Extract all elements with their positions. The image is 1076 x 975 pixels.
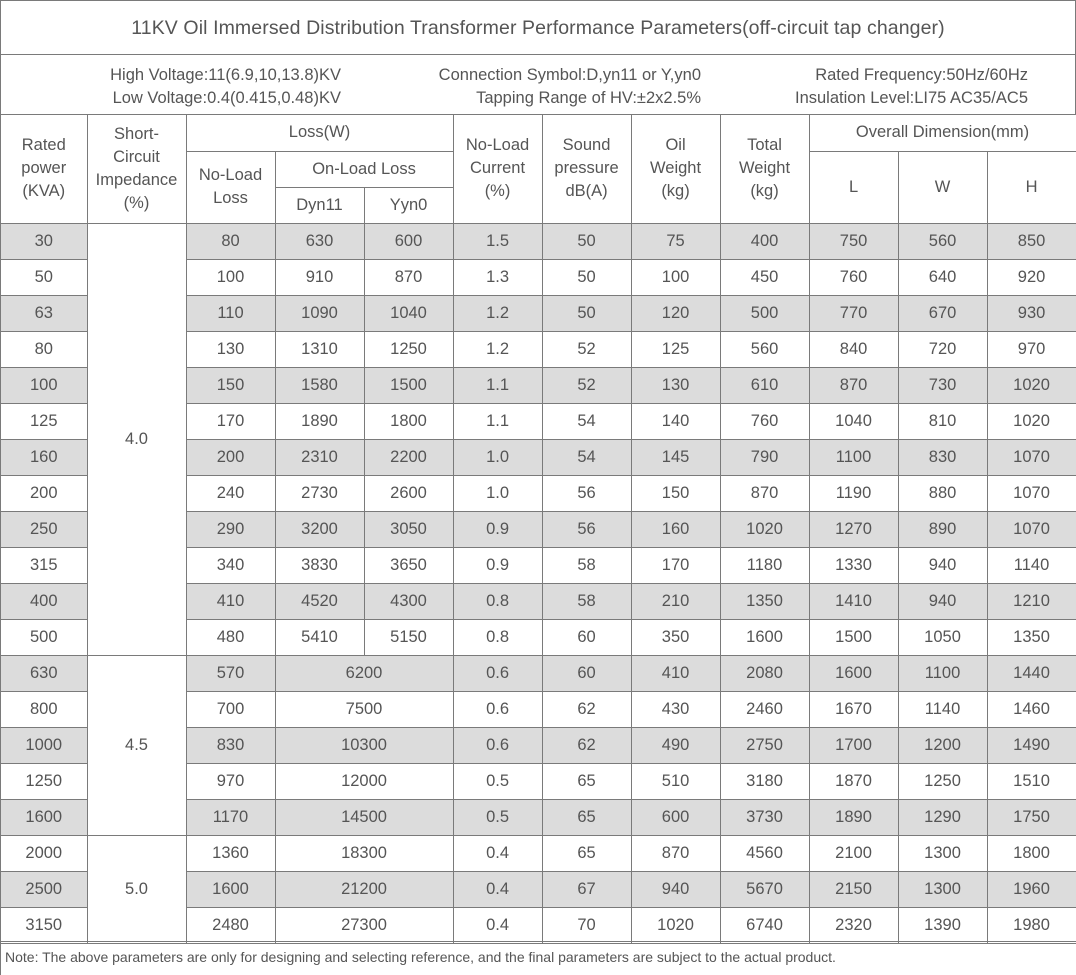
cell-dim-w: 1140 — [898, 691, 987, 727]
cell-dim-w: 810 — [898, 403, 987, 439]
cell-dim-h: 1460 — [987, 691, 1076, 727]
cell-oil-weight: 125 — [631, 331, 720, 367]
cell-dyn11: 2730 — [275, 475, 364, 511]
cell-yyn0: 1500 — [364, 367, 453, 403]
header-overall-dimension: Overall Dimension(mm) — [809, 115, 1076, 151]
cell-yyn0: 600 — [364, 223, 453, 259]
cell-rated-power: 400 — [1, 583, 87, 619]
cell-dim-h: 1020 — [987, 403, 1076, 439]
cell-oil-weight: 410 — [631, 655, 720, 691]
table-row — [1, 223, 1076, 259]
cell-rated-power: 3150 — [1, 907, 87, 943]
cell-total-weight: 1350 — [720, 583, 809, 619]
cell-total-weight: 6740 — [720, 907, 809, 943]
cell-dyn11: 3200 — [275, 511, 364, 547]
cell-yyn0: 2600 — [364, 475, 453, 511]
cell-sound-pressure: 65 — [542, 763, 631, 799]
cell-no-load-loss: 150 — [186, 367, 275, 403]
cell-oil-weight: 600 — [631, 799, 720, 835]
cell-on-load-loss: 6200 — [275, 655, 453, 691]
cell-sound-pressure: 50 — [542, 295, 631, 331]
cell-no-load-current: 0.6 — [453, 727, 542, 763]
cell-oil-weight: 160 — [631, 511, 720, 547]
cell-oil-weight: 350 — [631, 619, 720, 655]
cell-rated-power: 500 — [1, 619, 87, 655]
cell-no-load-current: 1.0 — [453, 475, 542, 511]
cell-dim-l: 1410 — [809, 583, 898, 619]
cell-dyn11: 1890 — [275, 403, 364, 439]
connection-symbol: Connection Symbol:D,yn11 or Y,yn0 — [438, 66, 701, 84]
cell-sound-pressure: 50 — [542, 259, 631, 295]
cell-dim-h: 930 — [987, 295, 1076, 331]
cell-oil-weight: 870 — [631, 835, 720, 871]
cell-no-load-loss: 200 — [186, 439, 275, 475]
header-no-load-current: No-Load Current (%) — [453, 115, 542, 223]
frequency-info — [721, 64, 1028, 110]
cell-no-load-loss: 1600 — [186, 871, 275, 907]
cell-dim-w: 1290 — [898, 799, 987, 835]
cell-yyn0: 1250 — [364, 331, 453, 367]
cell-no-load-loss: 700 — [186, 691, 275, 727]
cell-dim-w: 1200 — [898, 727, 987, 763]
cell-no-load-loss: 110 — [186, 295, 275, 331]
cell-no-load-loss: 340 — [186, 547, 275, 583]
cell-no-load-current: 0.4 — [453, 871, 542, 907]
page-title: 11KV Oil Immersed Distribution Transformer Performance Parameters(off-circuit tap changer) — [1, 1, 1076, 55]
parameters-table — [1, 115, 1076, 944]
cell-total-weight: 2080 — [720, 655, 809, 691]
cell-dim-w: 640 — [898, 259, 987, 295]
cell-yyn0: 4300 — [364, 583, 453, 619]
cell-rated-power: 200 — [1, 475, 87, 511]
cell-dim-h: 920 — [987, 259, 1076, 295]
cell-dyn11: 2310 — [275, 439, 364, 475]
cell-oil-weight: 120 — [631, 295, 720, 331]
connection-info — [371, 64, 701, 110]
cell-dim-w: 1100 — [898, 655, 987, 691]
cell-sound-pressure: 58 — [542, 583, 631, 619]
header-loss: Loss(W) — [186, 115, 453, 151]
cell-impedance: 4.0 — [87, 223, 186, 655]
insulation-level: Insulation Level:LI75 AC35/AC5 — [795, 89, 1028, 107]
cell-sound-pressure: 58 — [542, 547, 631, 583]
cell-dim-h: 1210 — [987, 583, 1076, 619]
cell-dim-l: 1270 — [809, 511, 898, 547]
cell-rated-power: 1250 — [1, 763, 87, 799]
cell-total-weight: 4560 — [720, 835, 809, 871]
cell-rated-power: 1600 — [1, 799, 87, 835]
header-on-load-loss: On-Load Loss — [275, 151, 453, 187]
cell-rated-power: 2500 — [1, 871, 87, 907]
cell-dim-w: 880 — [898, 475, 987, 511]
cell-total-weight: 870 — [720, 475, 809, 511]
cell-total-weight: 3180 — [720, 763, 809, 799]
cell-sound-pressure: 60 — [542, 619, 631, 655]
cell-oil-weight: 430 — [631, 691, 720, 727]
cell-no-load-current: 0.8 — [453, 583, 542, 619]
cell-dim-w: 940 — [898, 547, 987, 583]
cell-dim-w: 1300 — [898, 871, 987, 907]
cell-dyn11: 4520 — [275, 583, 364, 619]
header-oil-weight: Oil Weight (kg) — [631, 115, 720, 223]
cell-rated-power: 1000 — [1, 727, 87, 763]
cell-total-weight: 450 — [720, 259, 809, 295]
cell-rated-power: 2000 — [1, 835, 87, 871]
cell-no-load-loss: 2480 — [186, 907, 275, 943]
cell-dyn11: 910 — [275, 259, 364, 295]
cell-no-load-loss: 570 — [186, 655, 275, 691]
cell-oil-weight: 490 — [631, 727, 720, 763]
cell-dim-h: 1350 — [987, 619, 1076, 655]
cell-sound-pressure: 54 — [542, 439, 631, 475]
cell-dim-h: 1070 — [987, 475, 1076, 511]
cell-dim-w: 1050 — [898, 619, 987, 655]
rated-frequency: Rated Frequency:50Hz/60Hz — [815, 66, 1028, 84]
cell-dim-h: 970 — [987, 331, 1076, 367]
cell-no-load-current: 0.5 — [453, 763, 542, 799]
cell-dim-w: 830 — [898, 439, 987, 475]
table-bottom-border — [1, 941, 1076, 942]
cell-no-load-current: 0.9 — [453, 511, 542, 547]
cell-yyn0: 870 — [364, 259, 453, 295]
cell-no-load-loss: 240 — [186, 475, 275, 511]
cell-dim-h: 1490 — [987, 727, 1076, 763]
cell-dim-l: 1700 — [809, 727, 898, 763]
cell-no-load-current: 1.1 — [453, 367, 542, 403]
cell-total-weight: 2460 — [720, 691, 809, 727]
cell-rated-power: 315 — [1, 547, 87, 583]
cell-dim-w: 1250 — [898, 763, 987, 799]
cell-no-load-loss: 970 — [186, 763, 275, 799]
cell-sound-pressure: 65 — [542, 799, 631, 835]
cell-oil-weight: 140 — [631, 403, 720, 439]
cell-dim-l: 1040 — [809, 403, 898, 439]
cell-rated-power: 160 — [1, 439, 87, 475]
cell-dim-h: 850 — [987, 223, 1076, 259]
cell-dim-l: 2150 — [809, 871, 898, 907]
cell-oil-weight: 75 — [631, 223, 720, 259]
cell-on-load-loss: 27300 — [275, 907, 453, 943]
cell-sound-pressure: 52 — [542, 331, 631, 367]
cell-dim-h: 1020 — [987, 367, 1076, 403]
cell-dim-l: 1100 — [809, 439, 898, 475]
low-voltage: Low Voltage:0.4(0.415,0.48)KV — [112, 89, 341, 107]
cell-dim-l: 1190 — [809, 475, 898, 511]
cell-sound-pressure: 60 — [542, 655, 631, 691]
cell-no-load-current: 0.4 — [453, 835, 542, 871]
cell-dim-l: 870 — [809, 367, 898, 403]
cell-no-load-loss: 830 — [186, 727, 275, 763]
footnote: Note: The above parameters are only for designing and selecting reference, and the final parameters are subject to the actual product. — [5, 949, 836, 965]
cell-no-load-current: 0.9 — [453, 547, 542, 583]
cell-dim-w: 940 — [898, 583, 987, 619]
header-dim-h: H — [987, 151, 1076, 223]
cell-dim-l: 1670 — [809, 691, 898, 727]
cell-yyn0: 2200 — [364, 439, 453, 475]
cell-yyn0: 1040 — [364, 295, 453, 331]
cell-rated-power: 125 — [1, 403, 87, 439]
cell-no-load-loss: 290 — [186, 511, 275, 547]
cell-no-load-current: 1.3 — [453, 259, 542, 295]
table-row — [1, 655, 1076, 691]
cell-no-load-current: 1.2 — [453, 295, 542, 331]
cell-oil-weight: 100 — [631, 259, 720, 295]
cell-dim-h: 1070 — [987, 511, 1076, 547]
cell-dim-h: 1510 — [987, 763, 1076, 799]
cell-sound-pressure: 50 — [542, 223, 631, 259]
cell-rated-power: 30 — [1, 223, 87, 259]
cell-dim-h: 1440 — [987, 655, 1076, 691]
cell-dim-w: 1390 — [898, 907, 987, 943]
cell-dyn11: 1310 — [275, 331, 364, 367]
cell-on-load-loss: 10300 — [275, 727, 453, 763]
cell-yyn0: 5150 — [364, 619, 453, 655]
cell-total-weight: 1020 — [720, 511, 809, 547]
cell-oil-weight: 150 — [631, 475, 720, 511]
cell-dim-l: 1600 — [809, 655, 898, 691]
cell-sound-pressure: 54 — [542, 403, 631, 439]
cell-on-load-loss: 18300 — [275, 835, 453, 871]
header-total-weight: Total Weight (kg) — [720, 115, 809, 223]
cell-sound-pressure: 70 — [542, 907, 631, 943]
cell-no-load-loss: 130 — [186, 331, 275, 367]
cell-no-load-current: 0.4 — [453, 907, 542, 943]
cell-dim-h: 1070 — [987, 439, 1076, 475]
cell-sound-pressure: 67 — [542, 871, 631, 907]
cell-dim-h: 1980 — [987, 907, 1076, 943]
cell-oil-weight: 1020 — [631, 907, 720, 943]
cell-on-load-loss: 14500 — [275, 799, 453, 835]
high-voltage: High Voltage:11(6.9,10,13.8)KV — [110, 66, 341, 84]
cell-on-load-loss: 12000 — [275, 763, 453, 799]
cell-dim-l: 1890 — [809, 799, 898, 835]
cell-total-weight: 500 — [720, 295, 809, 331]
cell-dim-w: 1300 — [898, 835, 987, 871]
cell-total-weight: 560 — [720, 331, 809, 367]
cell-dim-w: 670 — [898, 295, 987, 331]
cell-yyn0: 3650 — [364, 547, 453, 583]
cell-oil-weight: 170 — [631, 547, 720, 583]
cell-dim-l: 750 — [809, 223, 898, 259]
cell-oil-weight: 145 — [631, 439, 720, 475]
info-bar — [1, 55, 1076, 115]
cell-yyn0: 3050 — [364, 511, 453, 547]
cell-total-weight: 1180 — [720, 547, 809, 583]
cell-rated-power: 50 — [1, 259, 87, 295]
cell-dim-h: 1800 — [987, 835, 1076, 871]
cell-rated-power: 80 — [1, 331, 87, 367]
header-yyn0: Yyn0 — [364, 187, 453, 223]
cell-dyn11: 3830 — [275, 547, 364, 583]
header-sound-pressure: Sound pressure dB(A) — [542, 115, 631, 223]
cell-dim-w: 720 — [898, 331, 987, 367]
cell-no-load-loss: 170 — [186, 403, 275, 439]
cell-dim-w: 890 — [898, 511, 987, 547]
cell-oil-weight: 940 — [631, 871, 720, 907]
header-dyn11: Dyn11 — [275, 187, 364, 223]
cell-total-weight: 400 — [720, 223, 809, 259]
cell-total-weight: 610 — [720, 367, 809, 403]
cell-on-load-loss: 21200 — [275, 871, 453, 907]
tapping-range: Tapping Range of HV:±2x2.5% — [476, 89, 701, 107]
cell-rated-power: 63 — [1, 295, 87, 331]
cell-sound-pressure: 56 — [542, 511, 631, 547]
cell-rated-power: 250 — [1, 511, 87, 547]
header-dim-w: W — [898, 151, 987, 223]
cell-dim-l: 840 — [809, 331, 898, 367]
cell-sound-pressure: 65 — [542, 835, 631, 871]
cell-dim-l: 760 — [809, 259, 898, 295]
cell-on-load-loss: 7500 — [275, 691, 453, 727]
cell-impedance: 5.0 — [87, 835, 186, 943]
cell-dim-l: 1330 — [809, 547, 898, 583]
header-impedance: Short- Circuit Impedance (%) — [87, 115, 186, 223]
cell-sound-pressure: 62 — [542, 691, 631, 727]
cell-total-weight: 760 — [720, 403, 809, 439]
cell-rated-power: 800 — [1, 691, 87, 727]
cell-dim-l: 770 — [809, 295, 898, 331]
cell-dyn11: 1580 — [275, 367, 364, 403]
cell-dim-l: 1500 — [809, 619, 898, 655]
cell-total-weight: 2750 — [720, 727, 809, 763]
cell-no-load-loss: 480 — [186, 619, 275, 655]
cell-no-load-current: 0.6 — [453, 655, 542, 691]
cell-dyn11: 630 — [275, 223, 364, 259]
cell-total-weight: 790 — [720, 439, 809, 475]
cell-no-load-current: 0.8 — [453, 619, 542, 655]
cell-no-load-loss: 1360 — [186, 835, 275, 871]
table-row — [1, 835, 1076, 871]
cell-sound-pressure: 62 — [542, 727, 631, 763]
cell-dim-l: 2100 — [809, 835, 898, 871]
cell-rated-power: 630 — [1, 655, 87, 691]
cell-no-load-current: 1.5 — [453, 223, 542, 259]
cell-sound-pressure: 56 — [542, 475, 631, 511]
cell-no-load-current: 1.0 — [453, 439, 542, 475]
cell-dyn11: 5410 — [275, 619, 364, 655]
cell-dim-w: 560 — [898, 223, 987, 259]
header-rated-power: Rated power (KVA) — [1, 115, 87, 223]
cell-no-load-loss: 410 — [186, 583, 275, 619]
cell-oil-weight: 510 — [631, 763, 720, 799]
cell-rated-power: 100 — [1, 367, 87, 403]
cell-impedance: 4.5 — [87, 655, 186, 835]
header-no-load-loss: No-Load Loss — [186, 151, 275, 223]
cell-oil-weight: 130 — [631, 367, 720, 403]
cell-sound-pressure: 52 — [542, 367, 631, 403]
cell-no-load-loss: 100 — [186, 259, 275, 295]
cell-no-load-current: 0.6 — [453, 691, 542, 727]
cell-no-load-current: 1.2 — [453, 331, 542, 367]
cell-yyn0: 1800 — [364, 403, 453, 439]
cell-dim-l: 1870 — [809, 763, 898, 799]
cell-dim-w: 730 — [898, 367, 987, 403]
header-dim-l: L — [809, 151, 898, 223]
cell-total-weight: 5670 — [720, 871, 809, 907]
cell-no-load-current: 0.5 — [453, 799, 542, 835]
cell-dyn11: 1090 — [275, 295, 364, 331]
cell-dim-h: 1140 — [987, 547, 1076, 583]
cell-no-load-loss: 1170 — [186, 799, 275, 835]
voltage-info — [41, 64, 341, 110]
cell-oil-weight: 210 — [631, 583, 720, 619]
cell-total-weight: 3730 — [720, 799, 809, 835]
cell-total-weight: 1600 — [720, 619, 809, 655]
cell-no-load-loss: 80 — [186, 223, 275, 259]
cell-dim-l: 2320 — [809, 907, 898, 943]
cell-dim-h: 1750 — [987, 799, 1076, 835]
cell-no-load-current: 1.1 — [453, 403, 542, 439]
cell-dim-h: 1960 — [987, 871, 1076, 907]
